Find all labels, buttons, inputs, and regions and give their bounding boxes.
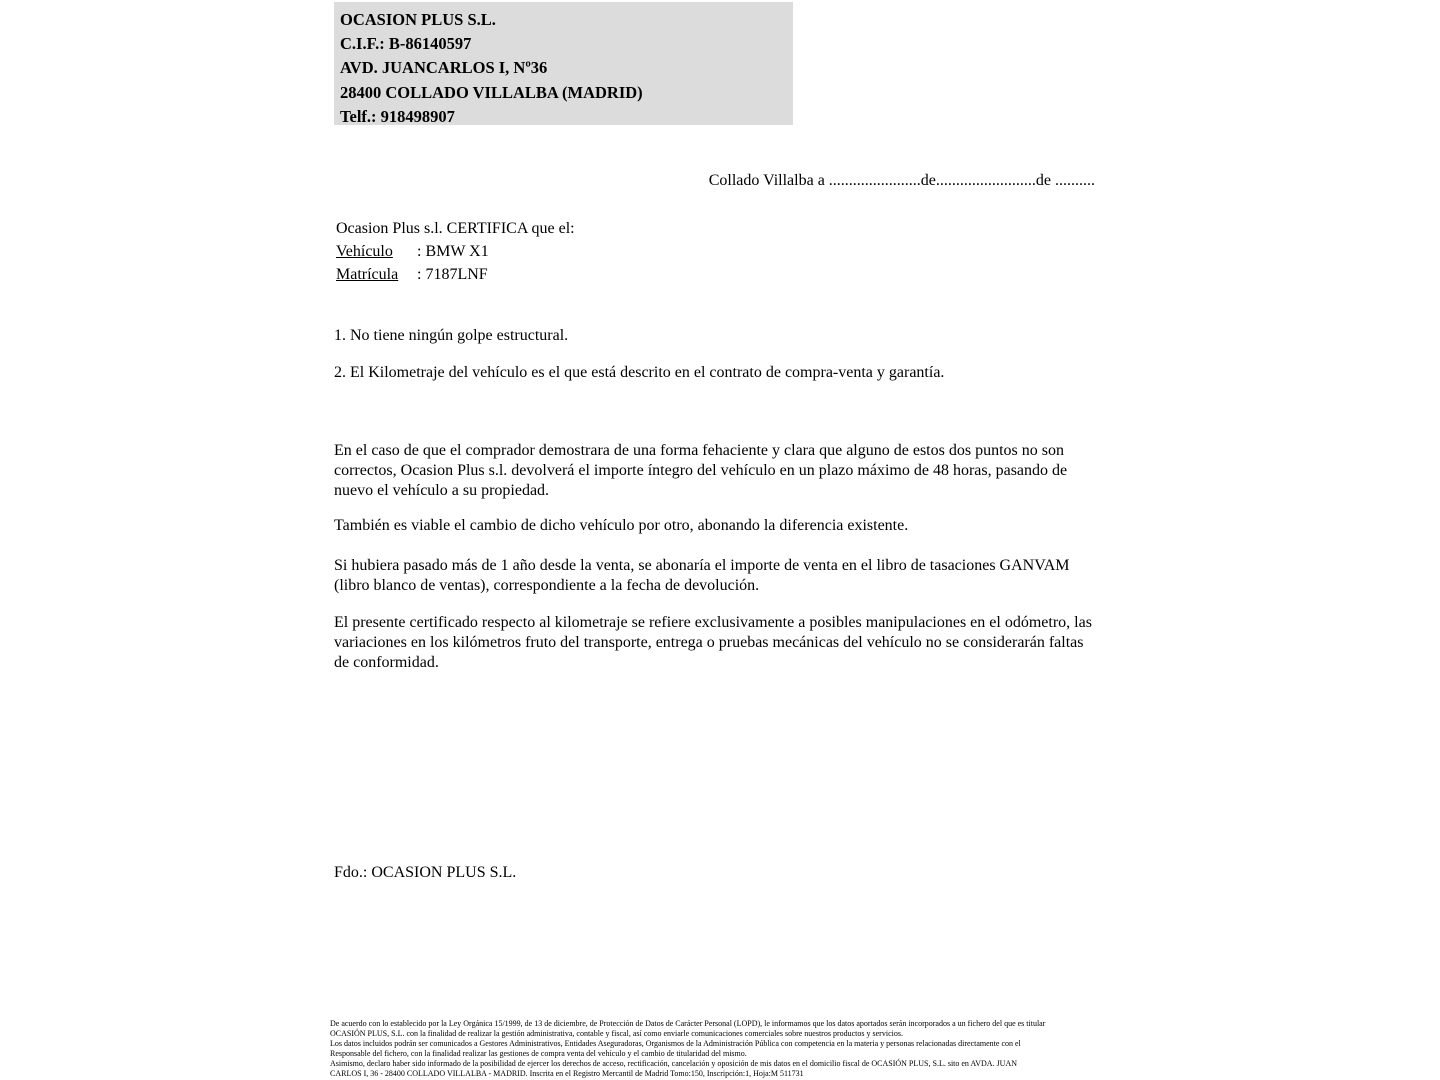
plate-row — [336, 263, 575, 286]
company-city: 28400 COLLADO VILLALBA (MADRID) — [340, 82, 643, 102]
vehicle-row — [336, 240, 575, 263]
paragraph-refund: En el caso de que el comprador demostrara de una forma fehaciente y clara que alguno de estos dos puntos no son correctos, Ocasion Plus s.l. devolverá el importe íntegro del vehículo en un plazo máximo de 48 horas, pasando de nuevo el vehículo a su propiedad. — [334, 442, 1068, 499]
paragraph-exchange: También es viable el cambio de dicho vehículo por otro, abonando la diferencia existente. — [334, 517, 909, 534]
plate-value: : 7187LNF — [417, 266, 488, 283]
legal-footer — [330, 1019, 1120, 1078]
plate-label: Matrícula — [336, 266, 399, 283]
paragraph-ganvam: Si hubiera pasado más de 1 año desde la venta, se abonaría el importe de venta en el libro de tasaciones GANVAM (libro blanco de ventas), correspondiente a la fecha de devolución. — [334, 557, 1070, 594]
company-header-box — [334, 2, 793, 125]
company-phone: Telf.: 918498907 — [340, 106, 455, 126]
point-2: 2. El Kilometraje del vehículo es el que está descrito en el contrato de compra-venta y garantía. — [334, 364, 945, 381]
company-cif: C.I.F.: B-86140597 — [340, 34, 472, 54]
legal-footer-line: OCASIÓN PLUS, S.L. con la finalidad de realizar la gestión administrativa, contable y fiscal, así como enviarle comunicaciones comerciales sobre nuestros productos y servicios. — [330, 1028, 903, 1038]
company-name: OCASION PLUS S.L. — [340, 10, 496, 29]
signature-line: Fdo.: OCASION PLUS S.L. — [334, 864, 517, 881]
legal-footer-line: CARLOS I, 36 - 28400 COLLADO VILLALBA - MADRID. Inscrita en el Registro Mercantil de Madrid Tomo:150, Inscripción:1, Hoja:M 511731 — [330, 1068, 804, 1078]
legal-footer-line: Responsable del fichero, con la finalidad realizar las gestiones de compra venta del vehículo y el cambio de titularidad del mismo. — [330, 1048, 747, 1058]
legal-footer-line: Asimismo, declaro haber sido informado de la posibilidad de ejercer los derechos de acceso, rectificación, cancelación y oposición de mis datos en el domicilio fiscal de OCASIÓN PLUS, S.L. sito en AVDA. JUAN — [330, 1058, 1018, 1068]
company-address: AVD. JUANCARLOS I, Nº36 — [340, 58, 548, 78]
legal-footer-line: Los datos incluidos podrán ser comunicados a Gestores Administrativos, Entidades Aseguradoras, Organismos de la Administración Pública con competencia en la materia y personas relacionadas directamente con el — [330, 1038, 1021, 1048]
paragraph-odometer: El presente certificado respecto al kilometraje se refiere exclusivamente a posibles manipulaciones en el odómetro, las variaciones en los kilómetros fruto del transporte, entrega o pruebas mecánicas del vehículo no se considerarán faltas de conformidad. — [334, 614, 1092, 671]
date-blank-line: Collado Villalba a .......................de.........................de .......... — [708, 172, 1095, 189]
point-1: 1. No tiene ningún golpe estructural. — [334, 327, 569, 344]
vehicle-label: Vehículo — [336, 243, 393, 260]
legal-footer-line: De acuerdo con lo establecido por la Ley Orgánica 15/1999, de 13 de diciembre, de Protección de Datos de Carácter Personal (LOPD), le informamos que los datos aportados serán incorporados a un fichero del que es titular — [330, 1019, 1046, 1028]
vehicle-value: : BMW X1 — [417, 243, 489, 260]
certificate-block — [336, 217, 575, 286]
certificate-intro: Ocasion Plus s.l. CERTIFICA que el: — [336, 220, 575, 237]
